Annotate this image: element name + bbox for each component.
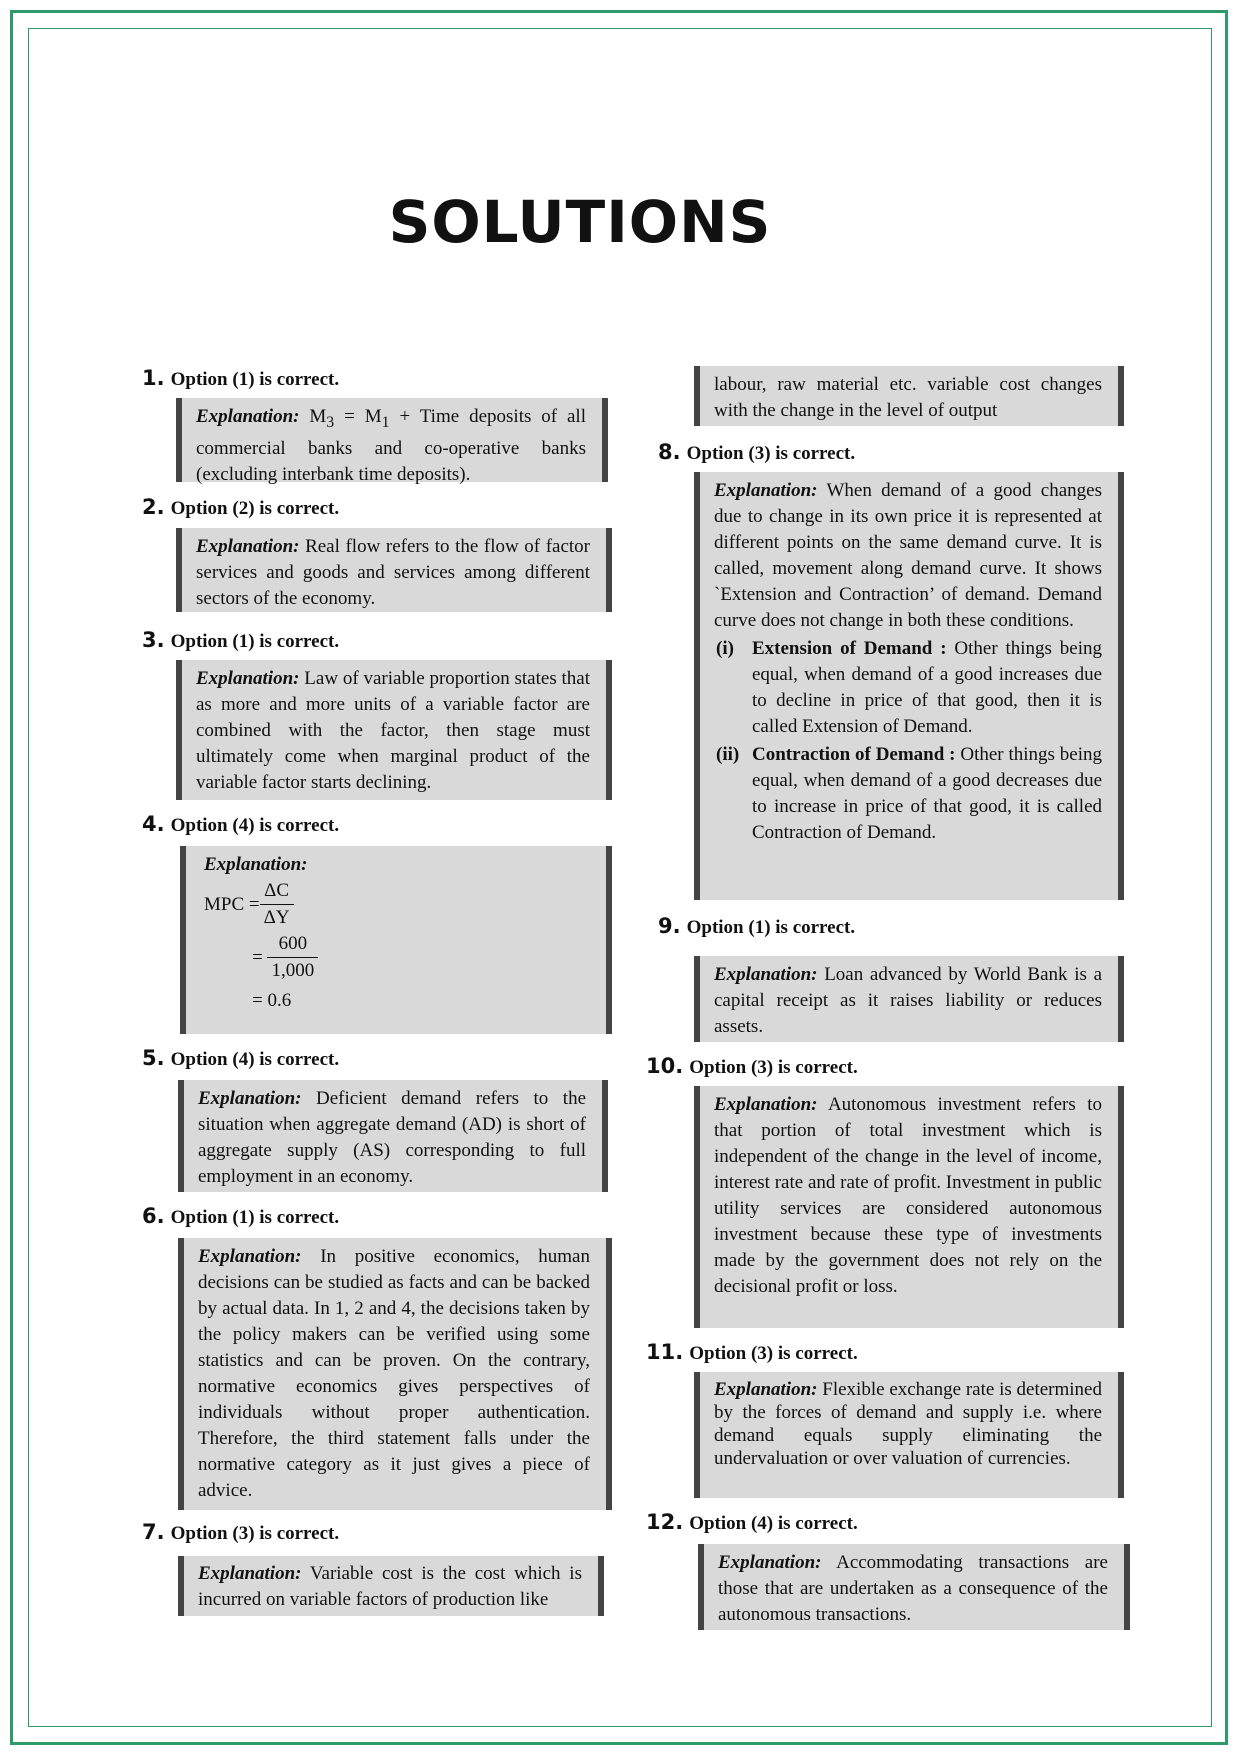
question-5-heading: 5. Option (4) is correct. xyxy=(142,1046,340,1070)
delta-c-over-delta-y: $\frac{\Delta C}{\Delta Y}$ xyxy=(260,878,294,931)
question-7-explanation-continued: labour, raw material etc. variable cost changes with the change in the level of output xyxy=(694,366,1124,426)
question-6-heading: 6. Option (1) is correct. xyxy=(142,1204,340,1228)
question-11-explanation: Explanation: Flexible exchange rate is determined by the forces of demand and supply i.e. where demand equals supply eliminating the undervaluation or over valuation of currencies. xyxy=(694,1372,1124,1498)
contraction-of-demand: (ii) Contraction of Demand : Other things being equal, when demand of a good decreases due to increase in price of that good, it is called Contraction of Demand. xyxy=(716,744,1102,843)
question-6-explanation: Explanation: In positive economics, human decisions can be studied as facts and can be backed by actual data. In 1, 2 and 4, the decisions taken by the policy makers can be verified using some statistics and can be proven. On the contrary, normative economics gives perspectives of individuals without proper authentication. Therefore, the third statement falls under the normative category as it just gives a piece of advice. xyxy=(178,1238,612,1510)
question-4-heading: 4. Option (4) is correct. xyxy=(142,812,340,836)
question-10-heading: 10. Option (3) is correct. xyxy=(646,1054,858,1078)
question-10-explanation: Explanation: Autonomous investment refers to that portion of total investment which is independent of the change in the level of income, interest rate and rate of profit. Investment in public utility services are considered autonomous investment because these type of investments made by the government does not rely on the decisional profit or loss. xyxy=(694,1086,1124,1328)
question-4-explanation: Explanation: MPC = $\frac{\Delta C}{\Delta Y}$ = $\frac{600}{1,000}$ = 0.6 xyxy=(180,846,612,1034)
page-title: SOLUTIONS xyxy=(388,188,772,256)
question-1-heading: 1. Option (1) is correct. xyxy=(142,366,340,390)
question-1-explanation: Explanation: $M_3 = M_1$ + Time deposits of all commercial banks and co-operative banks (excluding interbank time deposits). xyxy=(176,398,608,482)
question-8-heading: 8. Option (3) is correct. xyxy=(658,440,856,464)
question-11-heading: 11. Option (3) is correct. xyxy=(646,1340,858,1364)
question-12-explanation: Explanation: Accommodating transactions are those that are undertaken as a consequence of the autonomous transactions. xyxy=(698,1544,1130,1630)
extension-of-demand: (i) Extension of Demand : Other things being equal, when demand of a good increases due to decline in price of that good, then it is called Extension of Demand. xyxy=(716,638,1102,737)
question-2-explanation: Explanation: Real flow refers to the flow of factor services and goods and services among different sectors of the economy. xyxy=(176,528,612,612)
question-7-explanation: Explanation: Variable cost is the cost which is incurred on variable factors of production like xyxy=(178,1556,604,1616)
question-9-heading: 9. Option (1) is correct. xyxy=(658,914,856,938)
question-8-explanation: Explanation: When demand of a good changes due to change in its own price it is represented at different points on the same demand curve. It is called, movement along demand curve. It shows `Extension and Contraction’ of demand. Demand curve does not change in both these conditions. (i) Extension of Demand : Other things being equal, when demand of a good increases due to decline in price of that good, then it is called Extension of Demand. (ii) Contraction of Demand : Other things being equal, when demand of a good decreases due to increase in price of that good, it is called Contraction of Demand. xyxy=(694,472,1124,900)
question-2-heading: 2. Option (2) is correct. xyxy=(142,495,340,519)
question-7-heading: 7. Option (3) is correct. xyxy=(142,1520,340,1544)
question-9-explanation: Explanation: Loan advanced by World Bank is a capital receipt as it raises liability or reduces assets. xyxy=(694,956,1124,1042)
question-12-heading: 12. Option (4) is correct. xyxy=(646,1510,858,1534)
question-3-explanation: Explanation: Law of variable proportion states that as more and more units of a variable factor are combined with the factor, then stage must ultimately come when marginal product of the variable factor starts declining. xyxy=(176,660,612,800)
mpc-result: = 0.6 xyxy=(252,990,292,1011)
mpc-formula: MPC = $\frac{\Delta C}{\Delta Y}$ xyxy=(204,878,590,931)
question-3-heading: 3. Option (1) is correct. xyxy=(142,628,340,652)
mpc-substitution: = $\frac{600}{1,000}$ xyxy=(204,931,590,984)
question-5-explanation: Explanation: Deficient demand refers to the situation when aggregate demand (AD) is short of aggregate supply (AS) corresponding to full employment in an economy. xyxy=(178,1080,608,1192)
fraction-600-over-1000: $\frac{600}{1,000}$ xyxy=(267,931,318,984)
